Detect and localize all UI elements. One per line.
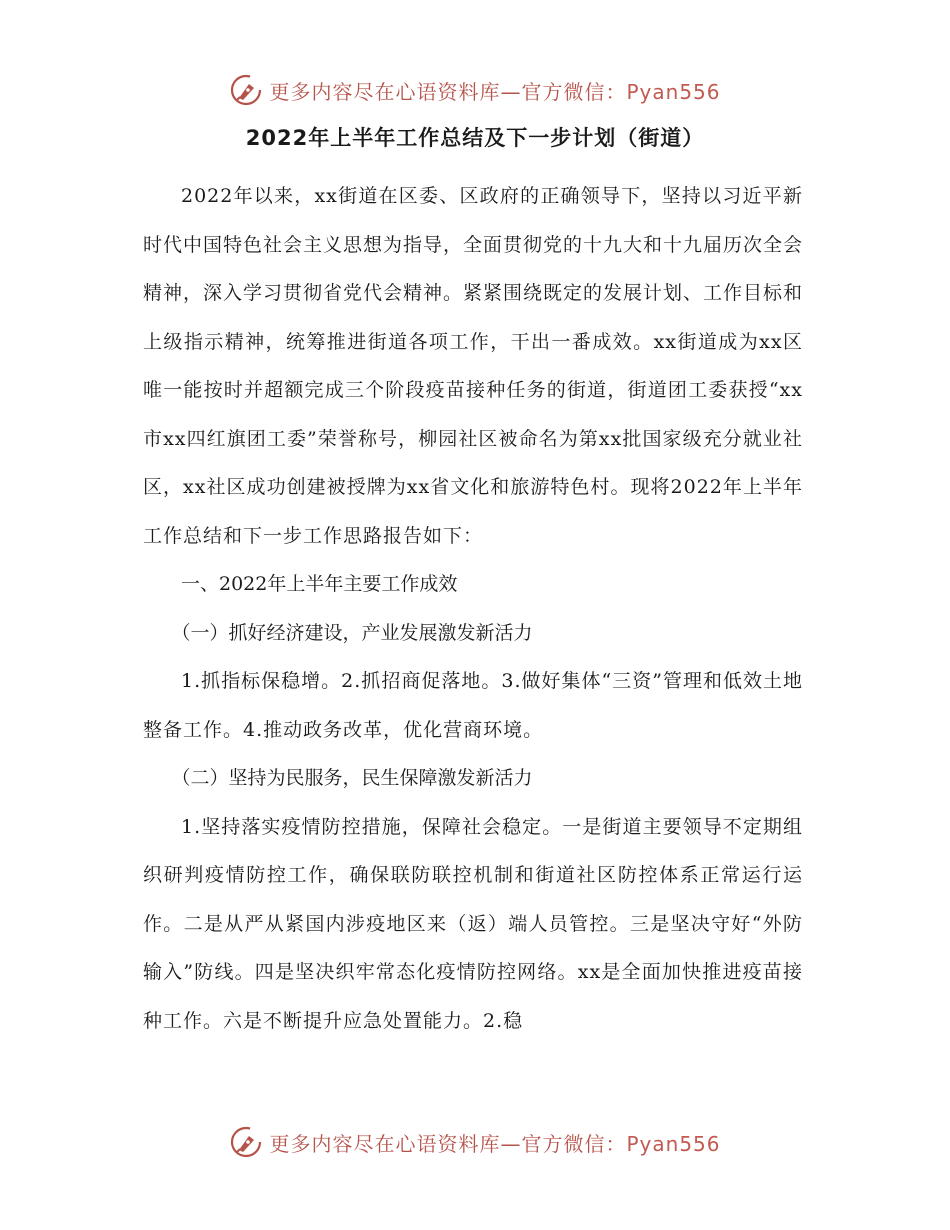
paragraph: 2022年以来，xx街道在区委、区政府的正确领导下，坚持以习近平新时代中国特色社会主义思想为指导，全面贯彻党的十九大和十九届历次全会精神，深入学习贯彻省党代会精神。紧紧围绕既定的发展计划、工作目标和上级指示精神，统筹推进街道各项工作，干出一番成效。xx街道成为xx区唯一能按时并超额完成三个阶段疫苗接种任务的街道，街道团工委获授“xx市xx四红旗团工委”荣誉称号，柳园社区被命名为第xx批国家级充分就业社区，xx社区成功创建被授牌为xx省文化和旅游特色村。现将2022年上半年工作总结和下一步工作思路报告如下：	[143, 185, 804, 547]
footer-watermark-banner	[0, 1122, 950, 1162]
pen-nib-logo-icon	[229, 1125, 263, 1159]
paragraph: 1.抓指标保稳增。2.抓招商促落地。3.做好集体“三资”管理和低效土地整备工作。4.推动政务改革，优化营商环境。	[143, 670, 803, 741]
subsection-heading: （一）抓好经济建设，产业发展激发新活力	[171, 621, 533, 644]
section-heading: 一、2022年上半年主要工作成效	[181, 573, 458, 595]
document-title: 2022年上半年工作总结及下一步计划（街道）	[245, 126, 705, 150]
document-body	[143, 172, 803, 1045]
header-watermark-banner	[0, 70, 950, 110]
pen-nib-logo-icon	[229, 73, 263, 107]
subsection-heading: （二）坚持为民服务，民生保障激发新活力	[171, 767, 533, 789]
banner-text: 更多内容尽在心语资料库—官方微信：Pyan556	[269, 1131, 721, 1156]
banner-text: 更多内容尽在心语资料库—官方微信：Pyan556	[269, 79, 721, 104]
paragraph: 1.坚持落实疫情防控措施，保障社会稳定。一是街道主要领导不定期组织研判疫情防控工作，确保联防联控机制和街道社区防控体系正常运行运作。二是从严从紧国内涉疫地区来（返）端人员管控。三是坚决守好“外防输入”防线。四是坚决织牢常态化疫情防控网络。xx是全面加快推进疫苗接种工作。六是不断提升应急处置能力。2.稳	[143, 815, 803, 1032]
